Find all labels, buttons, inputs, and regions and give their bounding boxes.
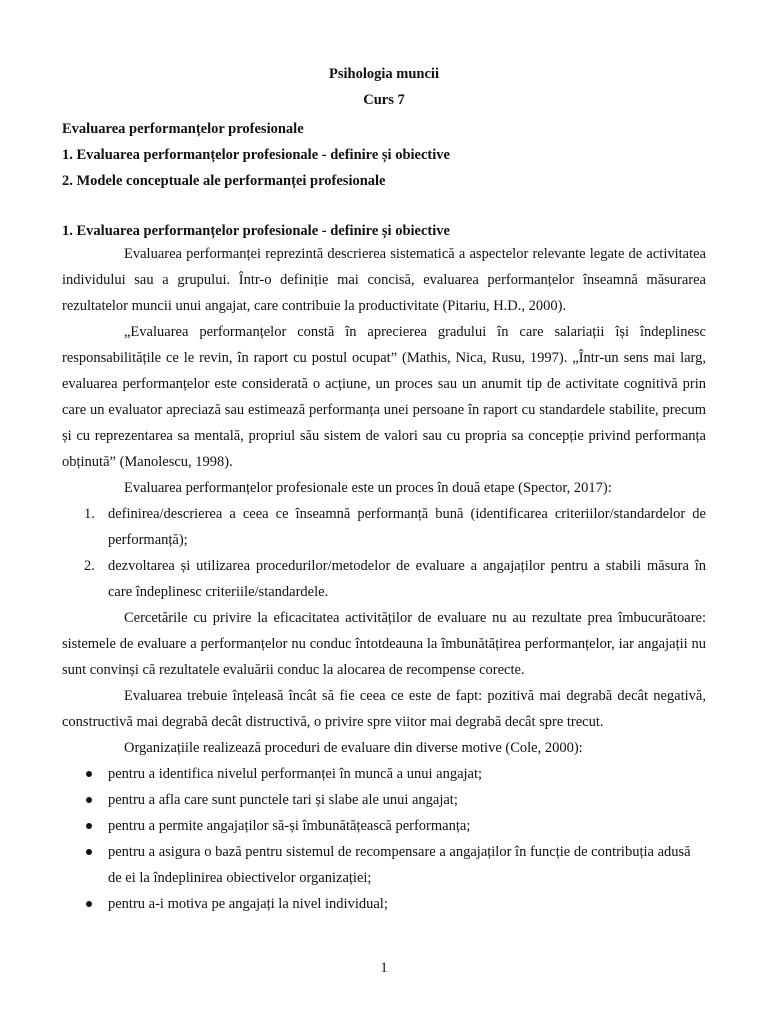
course-number: Curs 7 xyxy=(363,92,405,108)
paragraph-quotes: „Evaluarea performanțelor constă în aprecierea gradului în care salariații își îndeplinesc responsabilitățile ce le revin, în raport cu postul ocupat” (Mathis, Nica, Rusu, 1997). „Într-un sens mai larg, evaluarea performanțelor este considerată o acțiune, un proces sau un anumit tip de activitate cognitivă prin care un evaluator apreciază sau estimează performanța unei persoane în raport cu standardele stabilite, precum și cu reprezentarea sa mentală, propriul său sistem de valori sau cu propria sa concepție privind performanța obținută” (Manolescu, 1998). xyxy=(62,324,706,470)
list-item-text: definirea/descrierea a ceea ce înseamnă performanță bună (identificarea criteriilor/standardelor de performanță); xyxy=(108,506,706,548)
paragraph-definition: Evaluarea performanței reprezintă descrierea sistematică a aspectelor relevante legate de activitatea individului sau a grupului. Într-o definiție mai concisă, evaluarea performanțelor înseamnă măsurarea rezultatelor muncii unui angajat, care contribuie la productivitate (Pitariu, H.D., 2000). xyxy=(62,246,706,314)
page-number: 1 xyxy=(380,960,388,976)
list-item-text: pentru a afla care sunt punctele tari și slabe ale unui angajat; xyxy=(108,792,458,808)
list-item-text: dezvoltarea și utilizarea procedurilor/metodelor de evaluare a angajaților pentru a stabili măsura în care îndeplinesc criteriile/standardele. xyxy=(108,558,706,600)
list-item xyxy=(62,553,706,605)
toc-item-1: 1. Evaluarea performanțelor profesionale - definire și obiective xyxy=(62,147,450,163)
list-item-text: pentru a-i motiva pe angajați la nivel individual; xyxy=(108,896,388,912)
toc-item-2: 2. Modele conceptuale ale performanței profesionale xyxy=(62,173,386,189)
list-item-text: pentru a permite angajaților să-și îmbunătățească performanța; xyxy=(108,818,471,834)
bullet-icon xyxy=(86,771,92,777)
bullet-icon xyxy=(86,901,92,907)
list-item xyxy=(62,813,706,839)
list-item-text: pentru a asigura o bază pentru sistemul de recompensare a angajaților în funcție de contribuția adusă de ei la îndeplinirea obiectivelor organizației; xyxy=(108,844,691,886)
paragraph-motives: Organizațiile realizează proceduri de evaluare din diverse motive (Cole, 2000): xyxy=(124,740,583,756)
list-item-number: 2. xyxy=(84,558,95,574)
bullet-icon xyxy=(86,849,92,855)
section-heading: 1. Evaluarea performanțelor profesionale - definire și obiective xyxy=(62,223,450,239)
list-item-number: 1. xyxy=(84,506,95,522)
list-item xyxy=(62,501,706,553)
section-spacer xyxy=(62,197,706,221)
list-item-text: pentru a identifica nivelul performanței în muncă a unui angajat; xyxy=(108,766,483,782)
list-item xyxy=(62,839,706,891)
stages-list xyxy=(62,501,706,605)
motives-list xyxy=(62,761,706,917)
paragraph-understanding: Evaluarea trebuie înțeleasă încât să fie ceea ce este de fapt: pozitivă mai degrabă decât negativă, constructivă mai degrabă decât distructivă, o privire spre viitor mai degrabă decât spre trecut. xyxy=(62,688,706,730)
list-item xyxy=(62,761,706,787)
lecture-heading: Evaluarea performanțelor profesionale xyxy=(62,121,304,137)
paragraph-research: Cercetările cu privire la eficacitatea activităților de evaluare nu au rezultate prea îmbucurătoare: sistemele de evaluare a performanțelor nu conduc întotdeauna la îmbunătățirea performanțelor, iar angajații nu sunt convinși că rezultatele evaluării conduc la alocarea de recompense corecte. xyxy=(62,610,706,678)
bullet-icon xyxy=(86,797,92,803)
document-title: Psihologia muncii xyxy=(329,66,439,82)
list-item xyxy=(62,891,706,917)
list-item xyxy=(62,787,706,813)
paragraph-two-stages: Evaluarea performanțelor profesionale este un proces în două etape (Spector, 2017): xyxy=(124,480,612,496)
bullet-icon xyxy=(86,823,92,829)
